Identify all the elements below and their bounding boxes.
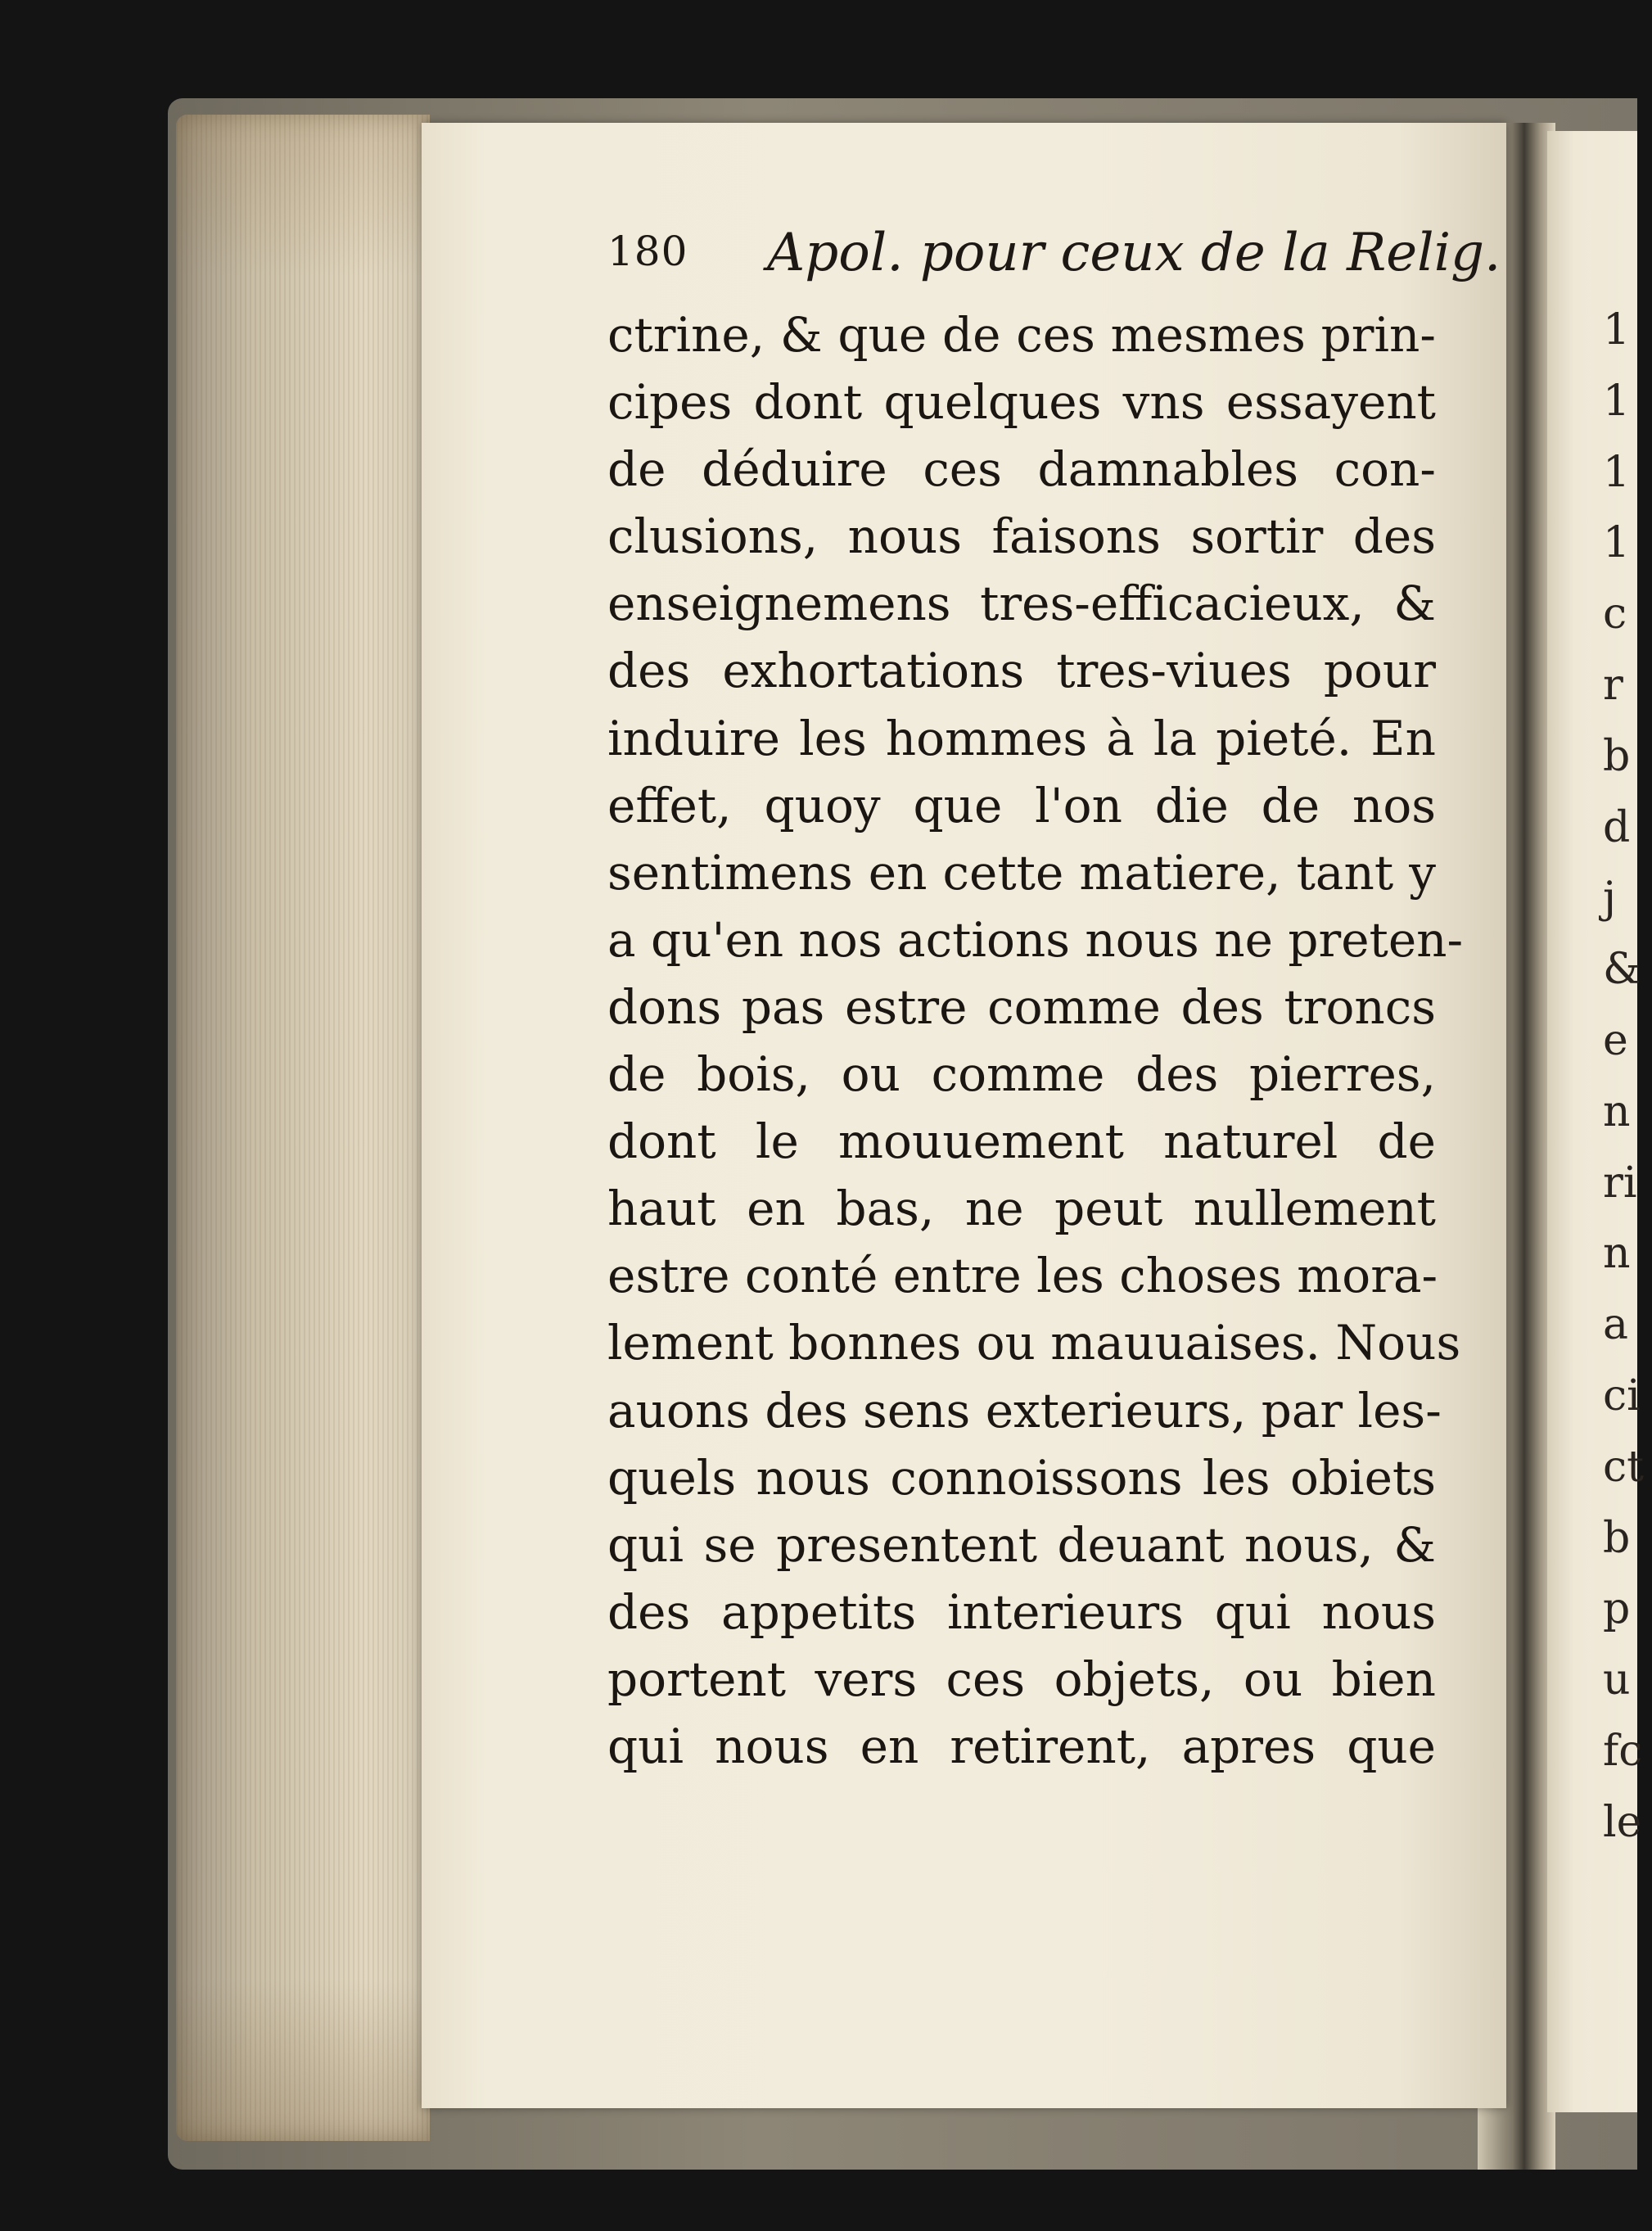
- text-line: cipes dont quelques vns essayent: [607, 374, 1436, 431]
- text-line: quels nous connoissons les obiets: [607, 1449, 1436, 1506]
- facing-page-text: [1603, 295, 1652, 1858]
- page-number: 180: [607, 228, 688, 275]
- facing-line-start: 1: [1603, 305, 1631, 355]
- facing-line-start: 1: [1603, 518, 1631, 568]
- facing-line-start: ct: [1603, 1442, 1645, 1492]
- text-line: sentimens en cette matiere, tant y: [607, 844, 1436, 901]
- running-head: [607, 223, 1501, 293]
- facing-line-start: j: [1603, 874, 1617, 924]
- text-line: clusions, nous faisons sortir des: [607, 508, 1436, 565]
- facing-line-start: n: [1603, 1229, 1631, 1279]
- facing-line-start: 1: [1603, 447, 1631, 497]
- running-title: Apol. pour ceux de la Relig.: [767, 223, 1501, 283]
- text-line: qui nous en retirent, apres que: [607, 1718, 1436, 1774]
- facing-line-start: c: [1603, 589, 1627, 639]
- facing-line-start: b: [1603, 731, 1631, 781]
- text-line: lement bonnes ou mauuaises. Nous: [607, 1315, 1461, 1371]
- body-text: [607, 301, 1464, 1780]
- text-line: des appetits interieurs qui nous: [607, 1583, 1436, 1640]
- facing-line-start: le: [1603, 1797, 1642, 1847]
- text-line: estre conté entre les choses mora-: [607, 1248, 1438, 1304]
- text-line: effet, quoy que l'on die de nos: [607, 777, 1436, 833]
- text-line: de bois, ou comme des pierres,: [607, 1046, 1436, 1103]
- text-line: qui se presentent deuant nous, &: [607, 1516, 1436, 1573]
- facing-line-start: n: [1603, 1086, 1631, 1136]
- text-line: des exhortations tres-viues pour: [607, 643, 1436, 699]
- text-line: haut en bas, ne peut nullement: [607, 1181, 1436, 1237]
- facing-line-start: p: [1603, 1584, 1631, 1634]
- text-line: portent vers ces objets, ou bien: [607, 1651, 1436, 1707]
- facing-line-start: u: [1603, 1655, 1631, 1705]
- text-line: enseignemens tres-efficacieux, &: [607, 576, 1436, 632]
- text-line: induire les hommes à la pieté. En: [607, 710, 1436, 766]
- facing-line-start: e: [1603, 1015, 1628, 1065]
- facing-line-start: 1: [1603, 376, 1631, 426]
- text-line: a qu'en nos actions nous ne preten-: [607, 911, 1464, 968]
- facing-line-start: a: [1603, 1300, 1629, 1350]
- facing-line-start: b: [1603, 1513, 1631, 1563]
- facing-line-start: fc: [1603, 1726, 1643, 1776]
- page-edges: [176, 115, 430, 2141]
- text-line: ctrine, & que de ces mesmes prin-: [607, 307, 1436, 363]
- facing-line-start: r: [1603, 660, 1623, 710]
- text-line: de déduire ces damnables con-: [607, 441, 1436, 498]
- text-line: dons pas estre comme des troncs: [607, 978, 1436, 1035]
- text-line: dont le mouuement naturel de: [607, 1113, 1436, 1170]
- text-line: auons des sens exterieurs, par les-: [607, 1382, 1442, 1438]
- facing-line-start: ri: [1603, 1158, 1637, 1208]
- facing-line-start: ci: [1603, 1371, 1641, 1420]
- facing-line-start: d: [1603, 802, 1631, 852]
- facing-line-start: &: [1603, 945, 1641, 995]
